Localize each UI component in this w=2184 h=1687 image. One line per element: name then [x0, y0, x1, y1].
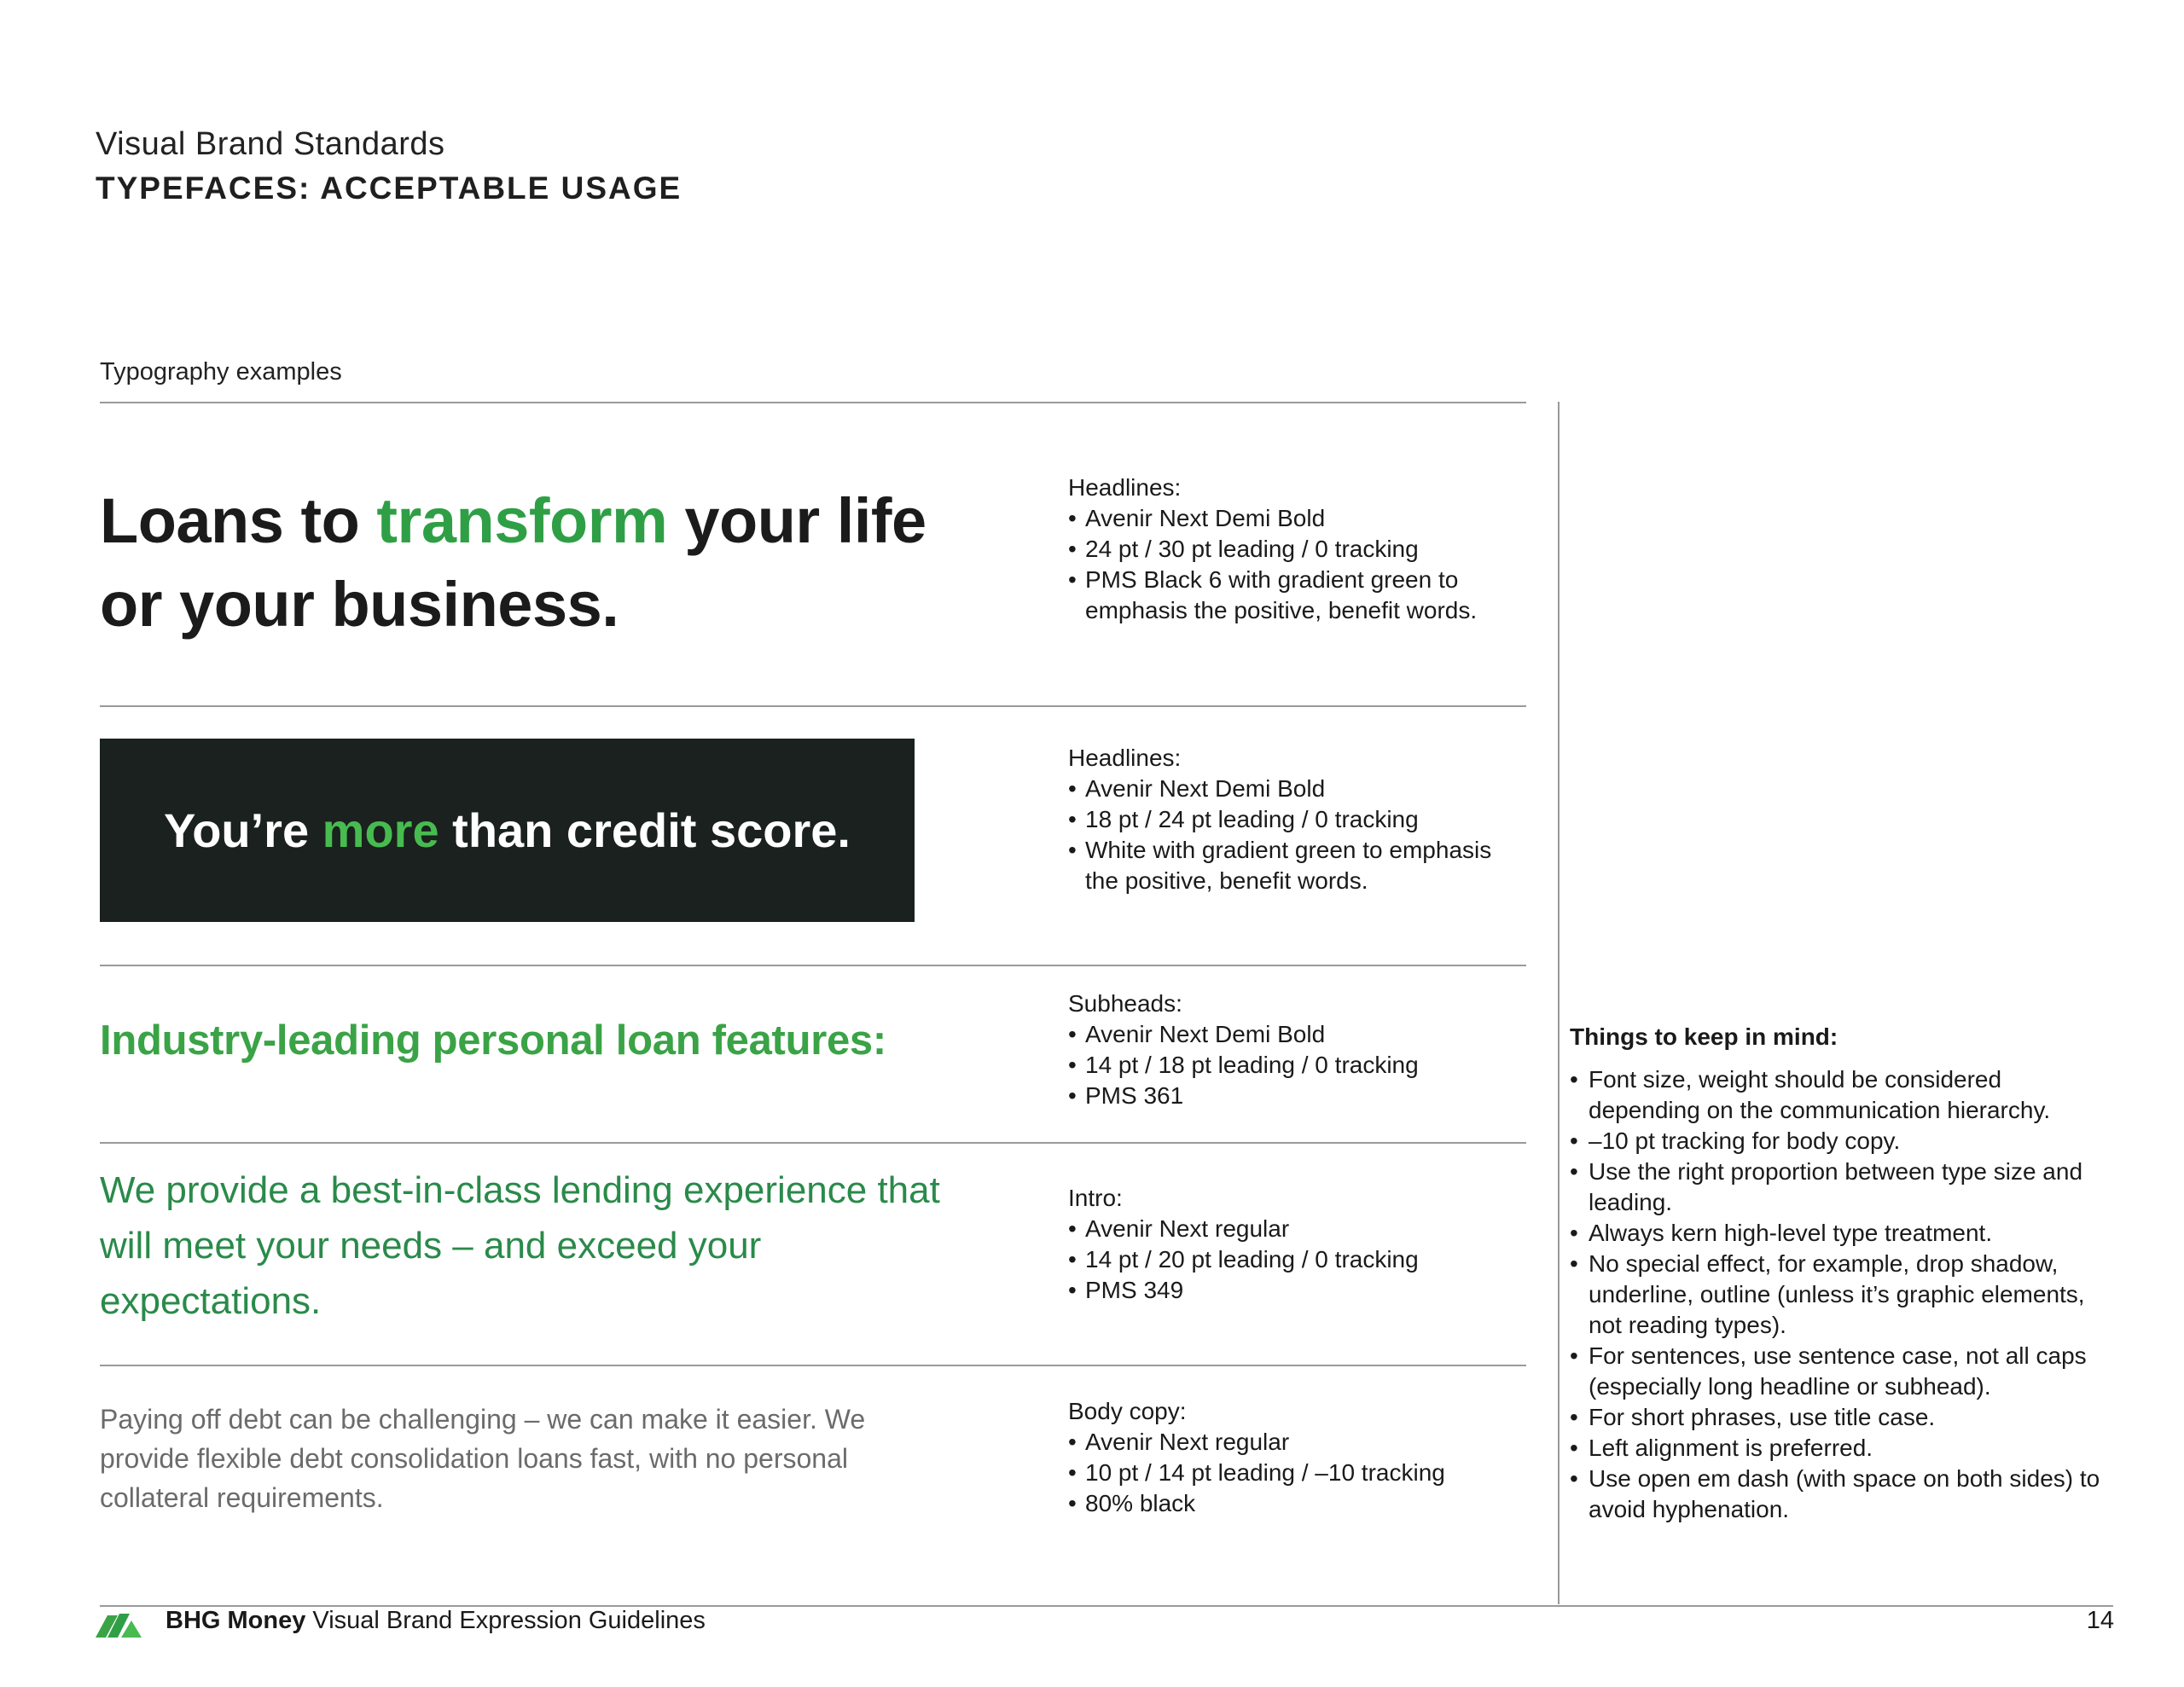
spec-item: • 18 pt / 24 pt leading / 0 tracking [1068, 804, 1512, 835]
spec-title: Subheads: [1068, 990, 1182, 1017]
spec-item: • White with gradient green to emphasis the positive, benefit words. [1068, 835, 1512, 896]
emphasis-word: more [322, 803, 439, 857]
spec-title: Body copy: [1068, 1398, 1187, 1424]
body-copy-example: Paying off debt can be challenging – we can make it easier. We provide flexible debt consolidation loans fast, with no personal collateral requirements. [100, 1404, 866, 1513]
subhead-example: Industry-leading personal loan features: [100, 1017, 886, 1064]
headline-example: Loans to transform your life or your business. [100, 485, 926, 640]
page-title: TYPEFACES: ACCEPTABLE USAGE [96, 171, 682, 206]
footer-text: BHG Money Visual Brand Expression Guidelines [166, 1607, 706, 1634]
note-item: • For short phrases, use title case. [1570, 1402, 2116, 1433]
divider [100, 1142, 1526, 1144]
spec-block-banner-headline [1068, 743, 1512, 896]
spec-item: • Avenir Next Demi Bold [1068, 774, 1512, 804]
section-label: Typography examples [100, 358, 342, 386]
spec-block-headline [1068, 472, 1512, 626]
spec-item: • PMS 361 [1068, 1081, 1512, 1111]
spec-item: • 10 pt / 14 pt leading / –10 tracking [1068, 1458, 1512, 1488]
bhg-money-logo-icon [96, 1607, 142, 1638]
note-item: • Use the right proportion between type size and leading. [1570, 1157, 2116, 1218]
divider [100, 965, 1526, 966]
dark-banner [100, 739, 915, 922]
divider [100, 402, 1526, 403]
footer-brand: BHG Money [166, 1607, 306, 1634]
intro-example: We provide a best-in-class lending experience that will meet your needs – and exceed your expectations. [100, 1169, 940, 1322]
column-divider [1558, 402, 1560, 1604]
note-item: • Use open em dash (with space on both sides) to avoid hyphenation. [1570, 1464, 2116, 1525]
spec-item: • PMS 349 [1068, 1275, 1512, 1306]
note-item: • –10 pt tracking for body copy. [1570, 1126, 2116, 1157]
divider [100, 705, 1526, 707]
spec-block-intro [1068, 1183, 1512, 1306]
note-item: • No special effect, for example, drop shadow, underline, outline (unless it’s graphic elements, not reading types). [1570, 1249, 2116, 1341]
spec-item: • Avenir Next Demi Bold [1068, 503, 1512, 534]
note-item: • Always kern high-level type treatment. [1570, 1218, 2116, 1249]
note-item: • Font size, weight should be considered depending on the communication hierarchy. [1570, 1064, 2116, 1126]
emphasis-word: transform [376, 485, 668, 556]
note-item: • For sentences, use sentence case, not all caps (especially long headline or subhead). [1570, 1341, 2116, 1402]
note-item: • Left alignment is preferred. [1570, 1433, 2116, 1464]
spec-block-body-copy [1068, 1396, 1512, 1519]
spec-item: • 80% black [1068, 1488, 1512, 1519]
spec-item: • 14 pt / 20 pt leading / 0 tracking [1068, 1244, 1512, 1275]
divider [100, 1365, 1526, 1366]
spec-item: • PMS Black 6 with gradient green to emphasis the positive, benefit words. [1068, 565, 1512, 626]
page-number: 14 [2086, 1607, 2114, 1634]
spec-block-subhead [1068, 988, 1512, 1111]
spec-item: • 24 pt / 30 pt leading / 0 tracking [1068, 534, 1512, 565]
notes-panel [1570, 1022, 2116, 1525]
spec-item: • 14 pt / 18 pt leading / 0 tracking [1068, 1050, 1512, 1081]
spec-title: Headlines: [1068, 474, 1182, 501]
banner-headline-example: You’re more than credit score. [164, 803, 851, 857]
spec-title: Intro: [1068, 1185, 1123, 1211]
spec-title: Headlines: [1068, 745, 1182, 771]
notes-title: Things to keep in mind: [1570, 1023, 1838, 1050]
spec-item: • Avenir Next Demi Bold [1068, 1019, 1512, 1050]
spec-item: • Avenir Next regular [1068, 1214, 1512, 1244]
spec-item: • Avenir Next regular [1068, 1427, 1512, 1458]
document-title: Visual Brand Standards [96, 126, 445, 162]
